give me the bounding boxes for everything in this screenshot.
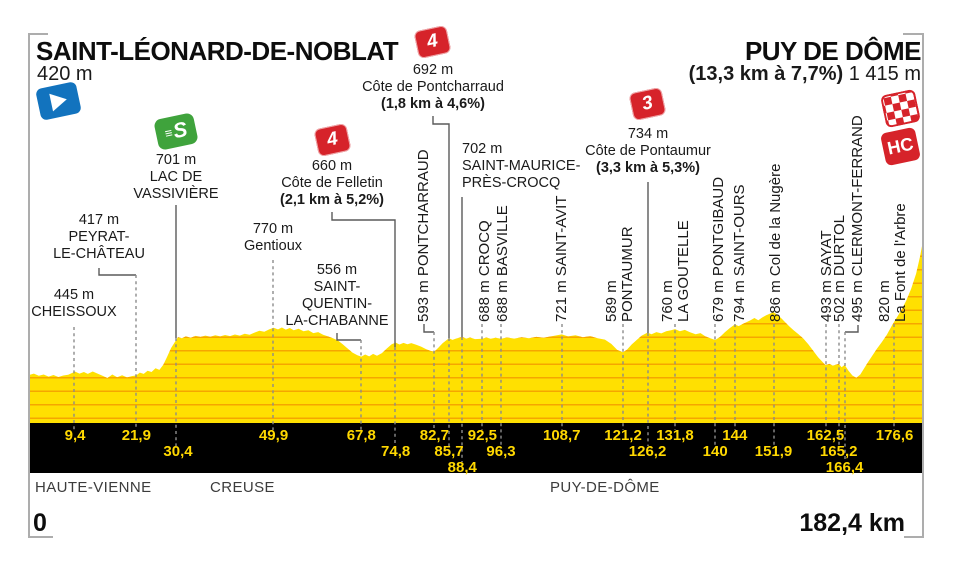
waypoint-line: 593 m PONTCHARRAUD (415, 149, 432, 322)
category-4-badge-icon: 4 (313, 123, 351, 157)
waypoint-line: SAINT-MAURICE- (462, 158, 581, 174)
waypoint-line: QUENTIN- (301, 296, 373, 312)
waypoint-label-durtol (832, 215, 848, 322)
waypoint-label-stours (732, 184, 748, 322)
hc-category-badge: HC (880, 127, 921, 167)
waypoint-line: 734 m (627, 126, 669, 142)
km-mark-durtol: 165,2 (819, 443, 858, 460)
waypoint-line: 417 m (78, 212, 120, 228)
km-mark-clermont: 166,4 (825, 459, 864, 476)
category-3-badge-icon: 3 (628, 87, 666, 121)
waypoint-line: (1,8 km à 4,6%) (381, 96, 485, 112)
leader-stquentin (337, 333, 361, 340)
km-mark-crocq: 92,5 (467, 427, 497, 444)
leader-peyrat (99, 268, 136, 275)
waypoint-line: LE-CHÂTEAU (53, 246, 145, 262)
km-mark-vassiviere: 30,4 (163, 443, 193, 460)
waypoint-line: PONTAUMUR (619, 226, 636, 322)
waypoint-line: Côte de Felletin (281, 175, 383, 191)
waypoint-line: Gentioux (243, 238, 303, 254)
km-mark-peyrat: 21,9 (121, 427, 151, 444)
km-mark-felletin: 74,8 (381, 443, 411, 460)
waypoint-label-clermont (850, 115, 866, 322)
finish-climb-stats: (13,3 km à 7,7%) (688, 63, 844, 85)
speed-lines-glyph: ≡ (163, 125, 173, 142)
waypoint-line: 701 m (155, 152, 197, 168)
waypoint-line: 589 m (603, 280, 620, 322)
start-flag-glyph (49, 91, 68, 112)
waypoint-line: Côte de Pontcharraud (362, 79, 504, 95)
km-mark-pontcharraud_town: 82,7 (419, 427, 449, 444)
waypoint-line: 692 m (412, 62, 454, 78)
leader-pontcharraud_town (424, 324, 434, 332)
start-elevation: 420 m (37, 63, 93, 85)
waypoint-line: 760 m (659, 280, 676, 322)
department-creuse: CREUSE (210, 479, 275, 496)
waypoint-line: 770 m (252, 221, 294, 237)
start-town-title: SAINT-LÉONARD-DE-NOBLAT (36, 36, 399, 66)
waypoint-label-cheissoux (31, 287, 116, 321)
waypoint-label-gentioux (244, 221, 302, 255)
finish-elevation: 1 415 m (848, 63, 921, 85)
start-km-label: 0 (33, 509, 47, 537)
department-puy-de-dome: PUY-DE-DÔME (550, 479, 660, 496)
department-haute-vienne: HAUTE-VIENNE (35, 479, 152, 496)
waypoint-label-pontcharraud_town (416, 149, 432, 322)
km-mark-cheissoux: 9,4 (64, 427, 86, 444)
sprint-s-glyph: S (170, 117, 190, 143)
waypoint-label-peyrat (53, 212, 145, 263)
waypoint-line: 721 m SAINT-AVIT (553, 195, 570, 322)
waypoint-label-nugere (768, 164, 784, 322)
km-mark-pontgibaud: 140 (702, 443, 728, 460)
finish-title: PUY DE DÔME (744, 36, 921, 66)
waypoint-line: PRÈS-CROCQ (462, 175, 561, 191)
waypoint-line: 794 m SAINT-OURS (731, 184, 748, 322)
km-mark-stours: 144 (722, 427, 748, 444)
waypoint-label-felletin (280, 158, 384, 209)
waypoint-label-cote_pontcharraud (362, 62, 504, 113)
waypoint-line: LAC DE (149, 169, 203, 185)
waypoint-line: VASSIVIÈRE (133, 186, 219, 202)
km-mark-cote_pontaumur: 126,2 (628, 443, 667, 460)
waypoint-line: PEYRAT- (68, 229, 130, 245)
leader-cote_pontcharraud (433, 116, 449, 338)
finish-subtitle (689, 63, 921, 86)
waypoint-line: 688 m CROCQ (476, 220, 493, 322)
km-mark-fontarbre: 176,6 (875, 427, 914, 444)
waypoint-line: (3,3 km à 5,3%) (596, 160, 700, 176)
waypoint-line: 702 m (462, 141, 503, 157)
waypoint-line: SAINT- (313, 279, 361, 295)
waypoint-line: 493 m SAYAT (818, 230, 835, 322)
waypoint-line: 502 m DURTOL (831, 215, 848, 322)
waypoint-label-vassiviere (133, 152, 218, 203)
km-mark-basville: 96,3 (486, 443, 516, 460)
km-mark-sayat: 162,5 (806, 427, 845, 444)
waypoint-label-pontgibaud (711, 177, 727, 322)
km-mark-stavit: 108,7 (542, 427, 581, 444)
waypoint-line: LA-CHABANNE (285, 313, 389, 329)
waypoint-line: 660 m (311, 158, 353, 174)
waypoint-line: LA GOUTELLE (675, 220, 692, 322)
waypoint-line: 820 m (876, 280, 893, 322)
waypoint-label-stavit (554, 196, 570, 322)
km-mark-pontaumur: 121,2 (604, 427, 642, 444)
waypoint-label-pontaumur (604, 226, 636, 322)
waypoint-line: CHEISSOUX (31, 304, 117, 320)
waypoint-label-crocq (477, 220, 493, 322)
waypoint-label-basville (495, 205, 511, 322)
waypoint-line: 679 m PONTGIBAUD (710, 176, 727, 322)
km-mark-stmaurice: 88,4 (447, 459, 477, 476)
waypoint-label-goutelle (660, 220, 692, 322)
waypoint-line: (2,1 km à 5,2%) (280, 192, 384, 208)
waypoint-line: Côte de Pontaumur (585, 143, 711, 159)
waypoint-line: 556 m (316, 262, 358, 278)
total-distance-label: 182,4 km (799, 509, 905, 537)
waypoint-label-cote_pontaumur (585, 126, 711, 177)
leader-clermont (845, 325, 858, 332)
km-mark-stquentin: 67,8 (346, 427, 376, 444)
waypoint-line: 445 m (53, 287, 95, 303)
waypoint-line: 495 m CLERMONT-FERRAND (849, 115, 866, 322)
waypoint-label-fontarbre (877, 203, 909, 322)
waypoint-label-stquentin (285, 262, 388, 330)
category-4-badge-icon: 4 (413, 25, 451, 59)
km-mark-goutelle: 131,8 (656, 427, 694, 444)
km-mark-cote_pontcharraud: 85,7 (434, 443, 464, 460)
waypoint-line: La Font de l'Arbre (892, 203, 909, 322)
waypoint-line: 688 m BASVILLE (494, 205, 511, 322)
km-mark-nugere: 151,9 (754, 443, 793, 460)
waypoint-label-stmaurice (462, 141, 580, 192)
waypoint-line: 886 m Col de la Nugère (767, 163, 784, 322)
km-mark-gentioux: 49,9 (258, 427, 289, 444)
